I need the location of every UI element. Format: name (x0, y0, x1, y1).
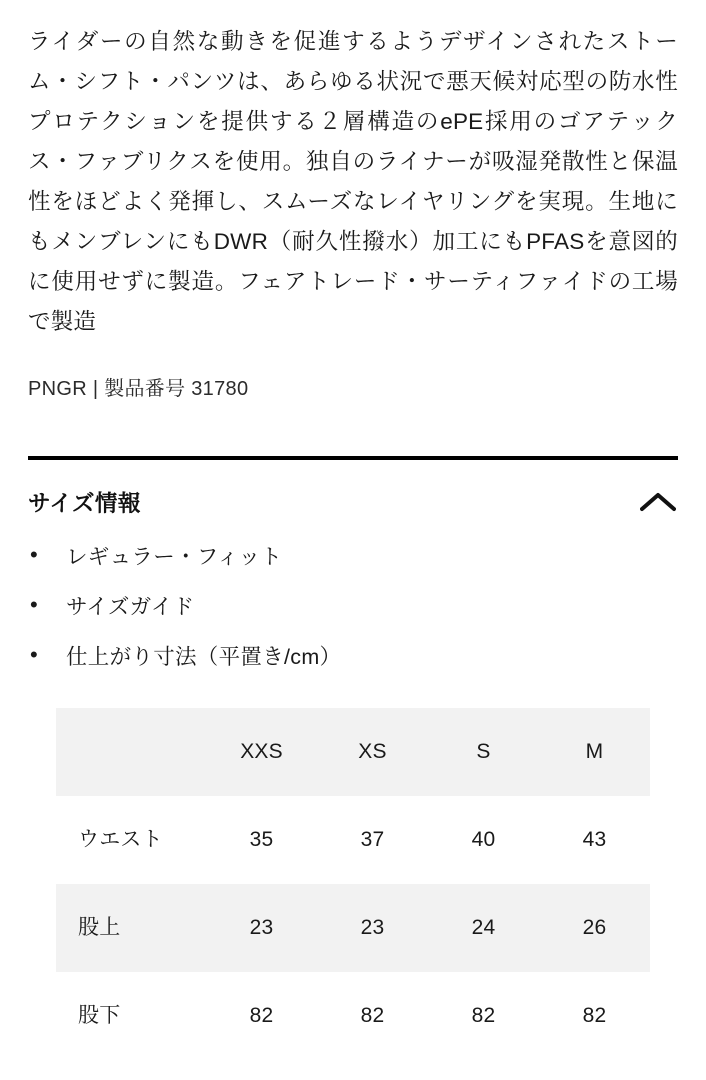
cell-rise-s: 24 (471, 916, 496, 939)
cell-rise-xs: 23 (360, 916, 385, 939)
cell-waist-s: 40 (471, 828, 496, 851)
list-item: • レギュラー・フィット (28, 542, 678, 592)
size-table-head (56, 708, 650, 796)
column-header-xxs: XXS (240, 740, 283, 763)
table-header-row (56, 708, 650, 796)
product-description: ライダーの自然な動きを促進するようデザインされたストーム・シフト・パンツは、あらゆる状況で悪天候対応型の防水性プロテクションを提供する２層構造のePE採用のゴアテックス・ファブリクスを使用。独自のライナーが吸湿発散性と保温性をほどよく発揮し、スムーズなレイヤリングを実現。生地にもメンブレンにもDWR（耐久性撥水）加工にもPFASを意図的に使用せずに製造。フェアトレード・サーティファイドの工場で製造 (28, 29, 678, 334)
size-info-section-header[interactable] (28, 460, 678, 528)
column-header-m: M (585, 740, 604, 763)
cell-waist-xs: 37 (360, 828, 385, 851)
column-header-blank (56, 708, 206, 796)
cell-inseam-xs: 82 (360, 1004, 385, 1027)
column-header-s: S (476, 740, 491, 763)
cell-rise-xxs: 23 (249, 916, 274, 939)
chevron-up-icon[interactable] (638, 488, 678, 516)
column-header-xs: XS (358, 740, 387, 763)
cell-inseam-s: 82 (471, 1004, 496, 1027)
list-item[interactable]: • サイズガイド (28, 592, 678, 642)
row-label-waist: ウエスト (78, 828, 163, 851)
cell-waist-xxs: 35 (249, 828, 274, 851)
size-info-title: サイズ情報 (28, 491, 141, 516)
product-meta: PNGR | 製品番号 31780 (28, 378, 249, 400)
cell-inseam-m: 82 (582, 1004, 607, 1027)
size-info-bullet-list (28, 542, 678, 692)
row-label-inseam: 股下 (78, 1004, 121, 1027)
cell-inseam-xxs: 82 (249, 1004, 274, 1027)
table-row (56, 972, 650, 1060)
table-row (56, 796, 650, 884)
list-item: • 仕上がり寸法（平置き/cm） (28, 642, 678, 692)
table-row (56, 884, 650, 972)
cell-waist-m: 43 (582, 828, 607, 851)
size-table-body (56, 796, 650, 1060)
row-label-rise: 股上 (78, 916, 121, 939)
size-table-wrapper (28, 708, 678, 1060)
cell-rise-m: 26 (582, 916, 607, 939)
size-table (56, 708, 650, 1060)
